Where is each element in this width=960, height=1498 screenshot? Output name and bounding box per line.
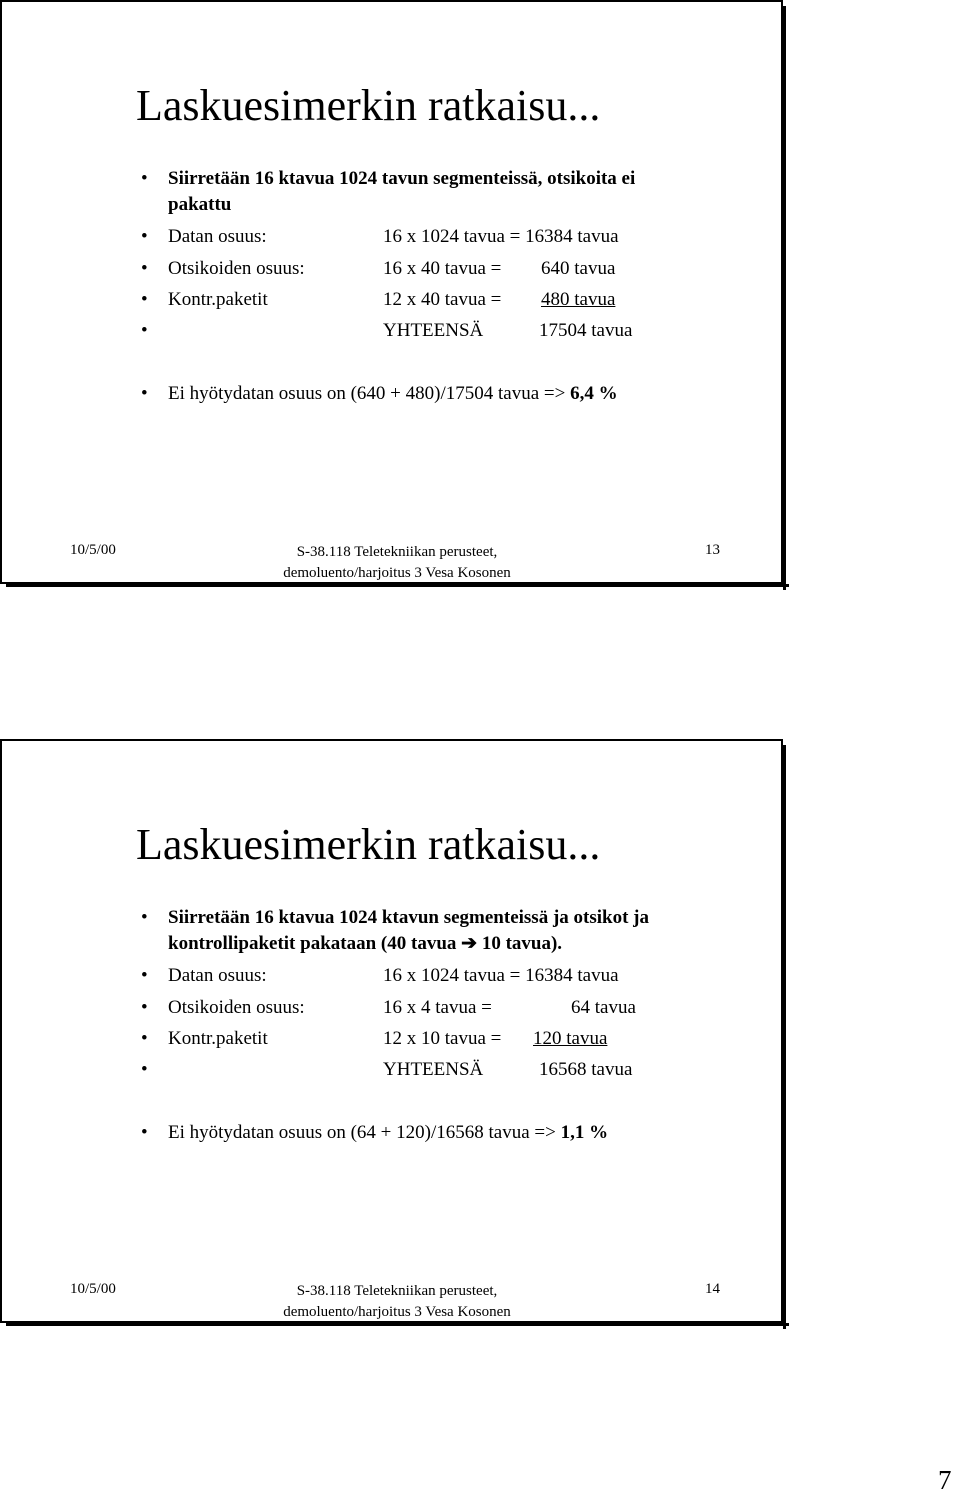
bullet-text: Siirretään 16 ktavua 1024 ktavun segmenteissä ja otsikot ja	[168, 907, 649, 928]
footer-date: 10/5/00	[70, 542, 116, 558]
slide-shadow	[783, 6, 786, 590]
row-result: 120 tavua	[533, 1028, 608, 1049]
bullet-icon: •	[141, 226, 148, 247]
slide-title: Laskuesimerkin ratkaisu...	[136, 820, 601, 869]
slide-shadow	[783, 745, 786, 1329]
page-number: 7	[938, 1465, 952, 1495]
bullet-icon: •	[141, 997, 148, 1018]
slide-title: Laskuesimerkin ratkaisu...	[136, 81, 601, 130]
row-calculation: YHTEENSÄ	[383, 1059, 484, 1080]
bullet-icon: •	[141, 1028, 148, 1049]
bullet-icon: •	[141, 168, 148, 189]
row-calculation: 12 x 10 tavua =	[383, 1028, 502, 1049]
row-calculation: 12 x 40 tavua =	[383, 289, 502, 310]
slide-number: 14	[705, 1281, 720, 1297]
bullet-text	[168, 930, 562, 958]
summary-text: Ei hyötydatan osuus on (64 + 120)/16568 tavua =>	[168, 1122, 561, 1143]
bullet-icon: •	[141, 289, 148, 310]
summary-value: 6,4 %	[570, 383, 618, 404]
row-calculation: 16 x 1024 tavua = 16384 tavua	[383, 226, 619, 247]
row-label: Otsikoiden osuus:	[168, 258, 305, 279]
row-calculation: 16 x 4 tavua =	[383, 997, 492, 1018]
footer-date: 10/5/00	[70, 1281, 116, 1297]
row-label: Datan osuus:	[168, 965, 267, 986]
row-result: 17504 tavua	[539, 320, 633, 341]
summary-line	[168, 1119, 608, 1147]
bullet-icon: •	[141, 965, 148, 986]
bullet-icon: •	[141, 1059, 148, 1080]
summary-value: 1,1 %	[560, 1122, 609, 1143]
slide-number: 13	[705, 542, 720, 558]
bullet-text-part: 10 tavua).	[477, 933, 563, 954]
row-calculation: 16 x 40 tavua =	[383, 258, 502, 279]
bullet-text: pakattu	[168, 194, 232, 215]
bullet-icon: •	[141, 907, 148, 928]
bullet-icon: •	[141, 1122, 148, 1143]
row-result: 64 tavua	[571, 997, 636, 1018]
row-label: Kontr.paketit	[168, 289, 268, 310]
row-calculation: 16 x 1024 tavua = 16384 tavua	[383, 965, 619, 986]
slide-13	[0, 0, 783, 584]
row-calculation: YHTEENSÄ	[383, 320, 484, 341]
bullet-icon: •	[141, 258, 148, 279]
row-label: Datan osuus:	[168, 226, 267, 247]
bullet-icon: •	[141, 383, 148, 404]
bullet-text: Siirretään 16 ktavua 1024 tavun segmenteissä, otsikoita ei	[168, 168, 636, 189]
bullet-icon: •	[141, 320, 148, 341]
row-result: 480 tavua	[541, 289, 616, 310]
footer-course: S-38.118 Teletekniikan perusteet, demoluento/harjoitus 3 Vesa Kosonen	[283, 1283, 511, 1320]
row-result: 640 tavua	[541, 258, 616, 279]
row-label: Kontr.paketit	[168, 1028, 268, 1049]
summary-line	[168, 380, 618, 408]
arrow-right-icon: ➔	[461, 933, 478, 954]
footer-course: S-38.118 Teletekniikan perusteet, demoluento/harjoitus 3 Vesa Kosonen	[283, 544, 511, 581]
slide-14	[0, 739, 783, 1323]
summary-text: Ei hyötydatan osuus on (640 + 480)/17504 tavua =>	[168, 383, 571, 404]
row-label: Otsikoiden osuus:	[168, 997, 305, 1018]
bullet-text-part: kontrollipaketit pakataan (40 tavua	[168, 933, 462, 954]
row-result: 16568 tavua	[539, 1059, 633, 1080]
